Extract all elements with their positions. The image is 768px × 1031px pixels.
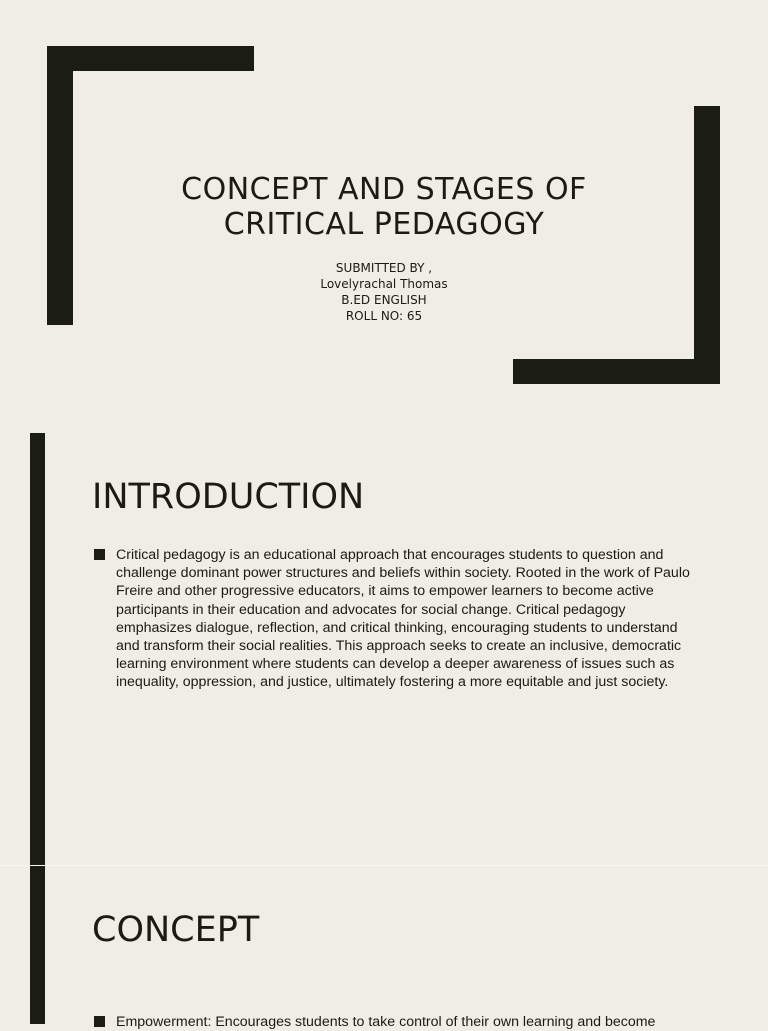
subtitle-block <box>100 260 668 324</box>
course-name: B.ED ENGLISH <box>341 293 427 307</box>
section-heading-introduction: INTRODUCTION <box>92 477 365 517</box>
corner-bracket-top-left-horizontal <box>47 46 254 71</box>
slide-title-line-1: CONCEPT AND STAGES OF <box>181 172 587 207</box>
bullet-text: Critical pedagogy is an educational approach that encourages students to question and challenge dominant power structures and beliefs within society. Rooted in the work of Paulo Freire and other progressive educators, it aims to empower learners to become active participants in their education and advocates for social change. Critical pedagogy emphasizes dialogue, reflection, and critical thinking, encouraging students to understand and transform their social realities. This approach seeks to create an inclusive, democratic learning environment where students can develop a deeper awareness of issues such as inequality, oppression, and justice, ultimately fostering a more equitable and just society. <box>116 547 690 691</box>
submitted-by-label: SUBMITTED BY , <box>335 261 433 275</box>
slide-title-line-2: CRITICAL PEDAGOGY <box>223 207 545 242</box>
author-name: Lovelyrachal Thomas <box>320 277 448 291</box>
introduction-bullet-list <box>92 546 692 692</box>
concept-bullet-list <box>92 1013 692 1031</box>
left-accent-bar <box>30 433 45 865</box>
corner-bracket-top-left-vertical <box>47 46 73 325</box>
left-accent-bar <box>30 866 45 1024</box>
section-heading-concept: CONCEPT <box>92 910 260 950</box>
slide-title <box>100 172 668 242</box>
title-block <box>100 172 668 324</box>
roll-number: ROLL NO: 65 <box>345 309 423 323</box>
square-bullet-icon <box>94 549 105 560</box>
square-bullet-icon <box>94 1016 105 1027</box>
slide-divider <box>0 865 768 866</box>
corner-bracket-bottom-right-vertical <box>694 106 720 384</box>
list-item <box>92 1013 692 1031</box>
list-item <box>92 546 692 692</box>
bullet-text: Empowerment: Encourages students to take control of their own learning and become <box>116 1014 656 1030</box>
corner-bracket-bottom-right-horizontal <box>513 359 720 384</box>
